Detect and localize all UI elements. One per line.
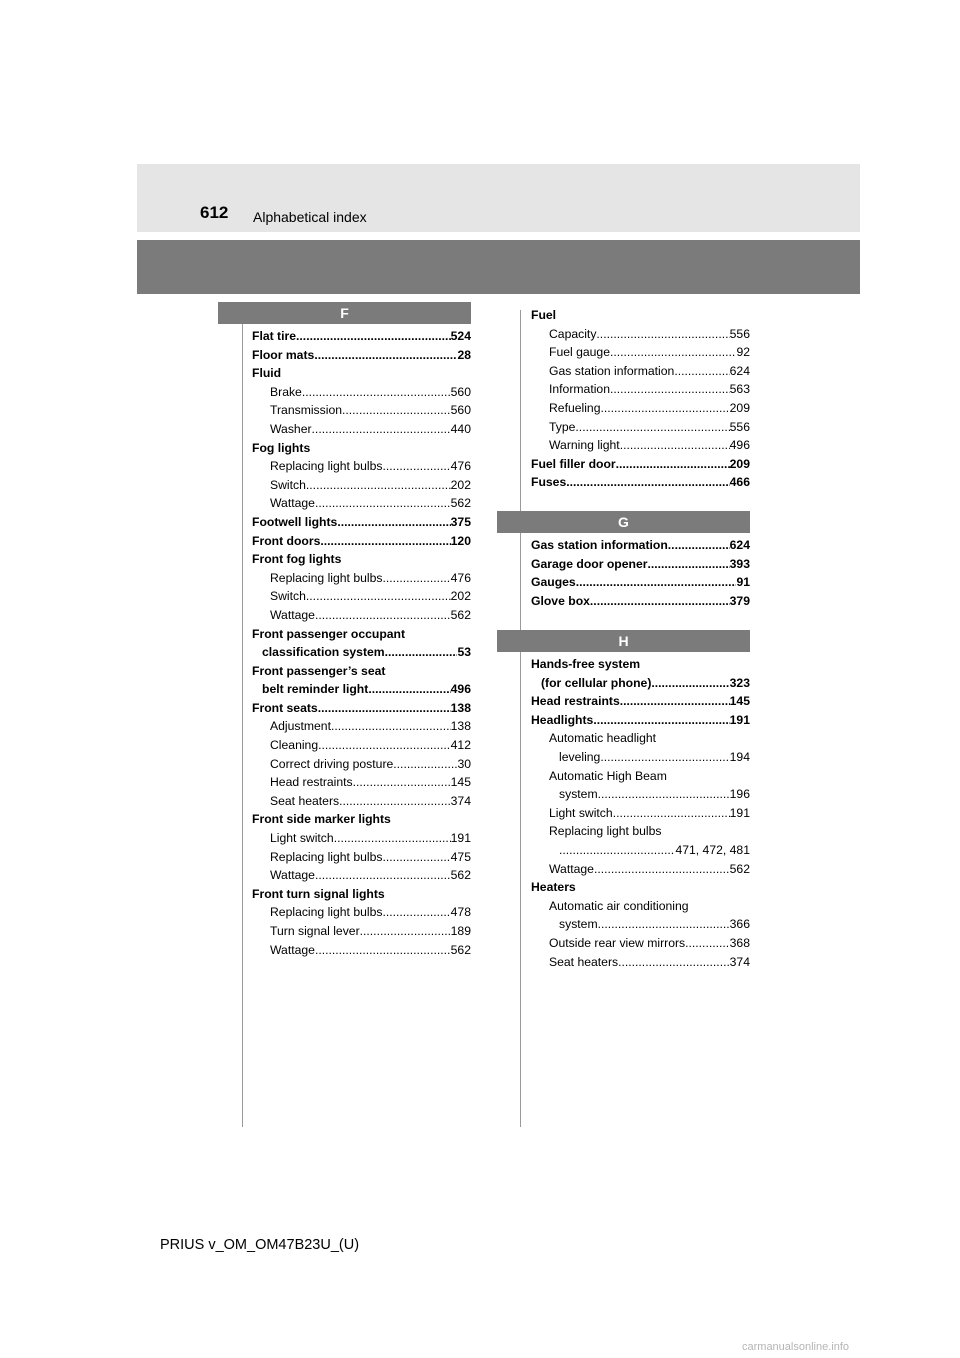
index-line bbox=[252, 587, 471, 606]
page-ref: 194 bbox=[729, 749, 750, 764]
entry-label: Head restraints bbox=[531, 694, 620, 709]
index-line bbox=[252, 532, 471, 551]
leader-dots bbox=[610, 380, 730, 399]
index-line bbox=[252, 401, 471, 420]
leader-dots bbox=[601, 399, 730, 418]
entry-label: Hands-free system bbox=[531, 657, 641, 671]
leader-dots bbox=[315, 606, 451, 625]
header-band bbox=[137, 240, 860, 294]
index-line bbox=[252, 903, 471, 922]
page-ref: 209 bbox=[729, 456, 750, 471]
index-line bbox=[252, 364, 471, 383]
page-ref: 563 bbox=[729, 382, 750, 397]
index-line bbox=[531, 953, 750, 972]
index-line bbox=[252, 606, 471, 625]
index-line bbox=[252, 699, 471, 718]
leader-dots bbox=[353, 773, 451, 792]
index-line bbox=[531, 785, 750, 804]
page-ref: 189 bbox=[450, 924, 471, 938]
entry-label: Gas station information bbox=[549, 363, 675, 378]
page-ref: 366 bbox=[729, 917, 750, 932]
leader-dots bbox=[620, 436, 730, 455]
entry-label: Front passenger occupant bbox=[252, 626, 406, 641]
column-rule-right bbox=[520, 310, 521, 1127]
page-ref: 28 bbox=[457, 347, 471, 362]
index-line bbox=[252, 866, 471, 885]
leader-dots bbox=[576, 573, 737, 592]
entry-label: Refueling bbox=[549, 400, 601, 415]
index-column-right-g bbox=[531, 536, 750, 610]
index-line bbox=[252, 569, 471, 588]
page-ref: 191 bbox=[450, 831, 471, 846]
page-ref: 562 bbox=[450, 607, 471, 622]
entry-label: Front doors bbox=[252, 533, 321, 548]
index-entry bbox=[531, 455, 750, 474]
index-line bbox=[252, 792, 471, 811]
page-ref: 393 bbox=[729, 556, 750, 571]
leader-dots bbox=[647, 555, 729, 574]
index-line bbox=[531, 860, 750, 879]
entry-label: Fog lights bbox=[252, 440, 311, 455]
index-entry bbox=[252, 364, 471, 438]
leader-dots bbox=[331, 717, 451, 736]
entry-label: Front side marker lights bbox=[252, 812, 391, 827]
index-entry bbox=[531, 473, 750, 492]
index-line bbox=[531, 934, 750, 953]
leader-dots bbox=[342, 401, 451, 420]
leader-dots bbox=[598, 915, 730, 934]
index-line bbox=[531, 592, 750, 611]
page-ref: 560 bbox=[450, 384, 471, 399]
page-ref: 138 bbox=[450, 719, 471, 734]
leader-dots bbox=[382, 903, 450, 922]
page-ref: 560 bbox=[450, 403, 471, 418]
index-entry bbox=[252, 885, 471, 959]
page-ref: 412 bbox=[450, 738, 471, 753]
entry-label: system bbox=[559, 917, 598, 932]
page-ref: 624 bbox=[729, 538, 750, 552]
leader-dots bbox=[593, 711, 729, 730]
section-letter: F bbox=[340, 305, 349, 321]
page-ref: 556 bbox=[729, 326, 750, 341]
leader-dots bbox=[668, 536, 730, 555]
index-line bbox=[531, 418, 750, 437]
index-entry bbox=[252, 699, 471, 811]
entry-label: Replacing light bulbs bbox=[270, 459, 383, 474]
section-letter: H bbox=[618, 633, 629, 649]
entry-label: Front turn signal lights bbox=[252, 886, 385, 901]
entry-label: Cleaning bbox=[270, 738, 319, 753]
index-line bbox=[531, 473, 750, 492]
index-entry bbox=[531, 655, 750, 692]
leader-dots bbox=[368, 680, 450, 699]
page-ref: 120 bbox=[450, 533, 471, 548]
index-entry bbox=[531, 711, 750, 878]
index-line bbox=[252, 848, 471, 867]
index-entry bbox=[252, 625, 471, 662]
leader-dots bbox=[559, 841, 675, 860]
leader-dots bbox=[575, 418, 729, 437]
index-line bbox=[252, 680, 471, 699]
index-line bbox=[531, 380, 750, 399]
entry-label: Glove box bbox=[531, 593, 590, 608]
index-line bbox=[531, 455, 750, 474]
entry-label: classification system bbox=[262, 645, 385, 660]
index-column-left bbox=[252, 327, 471, 959]
entry-label: Automatic air conditioning bbox=[549, 898, 689, 913]
entry-label: leveling bbox=[559, 749, 601, 764]
index-entry bbox=[531, 573, 750, 592]
entry-label: Front seats bbox=[252, 700, 318, 715]
entry-label: Automatic headlight bbox=[549, 731, 657, 746]
entry-label: Fuel bbox=[531, 308, 557, 322]
leader-dots bbox=[318, 736, 451, 755]
leader-dots bbox=[590, 592, 730, 611]
leader-dots bbox=[314, 346, 457, 365]
index-entry bbox=[531, 536, 750, 555]
page-ref: 374 bbox=[729, 954, 750, 969]
index-column-right-f bbox=[531, 306, 750, 492]
entry-label: Switch bbox=[270, 589, 306, 604]
entry-label: Warning light bbox=[549, 438, 620, 453]
index-line bbox=[531, 767, 750, 786]
page-ref: 562 bbox=[450, 868, 471, 883]
index-line bbox=[531, 362, 750, 381]
page-ref: 323 bbox=[729, 675, 750, 690]
page-ref: 466 bbox=[729, 475, 750, 490]
index-line bbox=[252, 717, 471, 736]
page-ref: 368 bbox=[729, 935, 750, 950]
page-ref: 475 bbox=[450, 849, 471, 864]
leader-dots bbox=[610, 343, 736, 362]
index-line bbox=[531, 655, 750, 674]
leader-dots bbox=[382, 569, 450, 588]
page-ref: 476 bbox=[450, 459, 471, 474]
entry-label: Headlights bbox=[531, 712, 594, 727]
leader-dots bbox=[616, 455, 730, 474]
index-line bbox=[531, 674, 750, 693]
entry-label: system bbox=[559, 787, 598, 802]
entry-label: Garage door opener bbox=[531, 556, 648, 571]
leader-dots bbox=[318, 699, 451, 718]
index-line bbox=[252, 439, 471, 458]
entry-label: Transmission bbox=[270, 403, 343, 418]
leader-dots bbox=[674, 362, 729, 381]
page-ref: 562 bbox=[450, 496, 471, 511]
entry-label: Seat heaters bbox=[549, 954, 619, 969]
page-ref: 53 bbox=[457, 645, 471, 660]
leader-dots bbox=[315, 494, 451, 513]
leader-dots bbox=[337, 513, 450, 532]
page-header bbox=[137, 164, 860, 232]
index-entry bbox=[531, 306, 750, 455]
page-ref: 524 bbox=[450, 329, 471, 343]
entry-label: Flat tire bbox=[252, 329, 297, 343]
index-line bbox=[252, 494, 471, 513]
index-column-right-h bbox=[531, 655, 750, 971]
leader-dots bbox=[596, 325, 729, 344]
entry-label: Footwell lights bbox=[252, 514, 338, 529]
entry-label: Fuses bbox=[531, 475, 567, 490]
page-ref: 374 bbox=[450, 793, 471, 808]
index-line bbox=[252, 457, 471, 476]
entry-label: Head restraints bbox=[270, 775, 353, 790]
entry-label: Automatic High Beam bbox=[549, 768, 667, 783]
page-ref: 556 bbox=[729, 419, 750, 434]
watermark: carmanualsonline.info bbox=[742, 1341, 850, 1353]
entry-label: Wattage bbox=[270, 496, 315, 511]
index-line bbox=[531, 841, 750, 860]
index-line bbox=[252, 643, 471, 662]
page-ref: 92 bbox=[736, 345, 750, 360]
page-ref: 209 bbox=[729, 400, 750, 415]
entry-label: Light switch bbox=[270, 831, 334, 846]
index-line bbox=[531, 343, 750, 362]
column-rule-left bbox=[242, 305, 243, 1127]
leader-dots bbox=[620, 692, 730, 711]
entry-label: Type bbox=[549, 419, 576, 434]
index-line bbox=[531, 804, 750, 823]
index-line bbox=[252, 550, 471, 569]
leader-dots bbox=[315, 941, 451, 960]
index-line bbox=[531, 729, 750, 748]
page-ref: 191 bbox=[729, 805, 750, 820]
page-ref: 379 bbox=[729, 593, 750, 608]
page-ref: 191 bbox=[729, 712, 750, 727]
index-entry bbox=[531, 592, 750, 611]
page-ref: 624 bbox=[729, 363, 750, 378]
entry-label: Gauges bbox=[531, 575, 576, 590]
page-ref: 30 bbox=[457, 756, 471, 771]
index-line bbox=[531, 878, 750, 897]
entry-label: Wattage bbox=[270, 607, 315, 622]
leader-dots bbox=[360, 922, 451, 941]
index-entry bbox=[252, 513, 471, 532]
entry-label: Gas station information bbox=[531, 538, 668, 552]
index-line bbox=[252, 625, 471, 644]
leader-dots bbox=[306, 476, 451, 495]
index-line bbox=[252, 922, 471, 941]
index-entry bbox=[531, 878, 750, 971]
entry-label: Turn signal lever bbox=[270, 924, 360, 938]
leader-dots bbox=[594, 860, 730, 879]
index-entry bbox=[252, 662, 471, 699]
entry-label: Seat heaters bbox=[270, 793, 340, 808]
page-ref: 496 bbox=[729, 438, 750, 453]
index-entry bbox=[252, 346, 471, 365]
page-ref: 145 bbox=[729, 694, 750, 709]
page-ref: 145 bbox=[450, 775, 471, 790]
index-line bbox=[252, 327, 471, 346]
entry-label: Wattage bbox=[270, 942, 315, 957]
page-ref: 375 bbox=[450, 514, 471, 529]
entry-label: Adjustment bbox=[270, 719, 331, 734]
page-ref: 471, 472, 481 bbox=[675, 842, 750, 857]
page-ref: 496 bbox=[450, 682, 471, 697]
index-line bbox=[252, 662, 471, 681]
leader-dots bbox=[302, 383, 451, 402]
section-header-f bbox=[218, 302, 471, 324]
index-line bbox=[252, 736, 471, 755]
page-ref: 478 bbox=[450, 905, 471, 920]
index-line bbox=[531, 692, 750, 711]
leader-dots bbox=[393, 755, 457, 774]
leader-dots bbox=[566, 473, 729, 492]
section-header-g bbox=[497, 511, 750, 533]
section-header-h bbox=[497, 630, 750, 652]
index-line bbox=[531, 325, 750, 344]
page-number: 612 bbox=[200, 203, 229, 222]
index-line bbox=[252, 513, 471, 532]
leader-dots bbox=[618, 953, 730, 972]
index-line bbox=[531, 436, 750, 455]
section-letter: G bbox=[618, 514, 629, 530]
index-entry bbox=[252, 327, 471, 346]
page-ref: 562 bbox=[450, 942, 471, 957]
entry-label: Replacing light bulbs bbox=[549, 824, 662, 839]
entry-label: Replacing light bulbs bbox=[270, 570, 383, 585]
index-line bbox=[252, 346, 471, 365]
index-entry bbox=[252, 810, 471, 884]
index-line bbox=[531, 822, 750, 841]
entry-label: Heaters bbox=[531, 880, 576, 895]
page-ref: 440 bbox=[450, 421, 471, 436]
entry-label: Floor mats bbox=[252, 347, 315, 362]
index-line bbox=[531, 915, 750, 934]
page-ref: 138 bbox=[450, 700, 471, 715]
leader-dots bbox=[296, 327, 451, 346]
index-entry bbox=[252, 532, 471, 551]
entry-label: Brake bbox=[270, 384, 302, 399]
leader-dots bbox=[320, 532, 450, 551]
index-line bbox=[531, 536, 750, 555]
index-entry bbox=[531, 555, 750, 574]
entry-label: Fuel gauge bbox=[549, 345, 610, 360]
entry-label: Capacity bbox=[549, 326, 597, 341]
index-line bbox=[252, 755, 471, 774]
leader-dots bbox=[339, 792, 451, 811]
leader-dots bbox=[306, 587, 451, 606]
page-ref: 91 bbox=[736, 575, 750, 590]
index-line bbox=[531, 306, 750, 325]
leader-dots bbox=[382, 457, 450, 476]
index-entry bbox=[531, 692, 750, 711]
index-line bbox=[531, 399, 750, 418]
page-title: Alphabetical index bbox=[253, 209, 367, 225]
page-ref: 202 bbox=[450, 589, 471, 604]
entry-label: Front passenger’s seat bbox=[252, 663, 386, 678]
leader-dots bbox=[315, 866, 451, 885]
entry-label: Information bbox=[549, 382, 610, 397]
entry-label: Wattage bbox=[270, 868, 315, 883]
entry-label: Wattage bbox=[549, 861, 594, 876]
index-line bbox=[531, 897, 750, 916]
index-line bbox=[531, 555, 750, 574]
index-line bbox=[531, 573, 750, 592]
index-line bbox=[252, 941, 471, 960]
entry-label: Fuel filler door bbox=[531, 456, 616, 471]
entry-label: Outside rear view mirrors bbox=[549, 935, 686, 950]
entry-label: Replacing light bulbs bbox=[270, 905, 383, 920]
page-ref: 202 bbox=[450, 477, 471, 492]
index-entry bbox=[252, 439, 471, 513]
page-ref: 476 bbox=[450, 570, 471, 585]
leader-dots bbox=[600, 748, 729, 767]
index-line bbox=[252, 773, 471, 792]
page-ref: 196 bbox=[729, 787, 750, 802]
leader-dots bbox=[312, 420, 451, 439]
index-line bbox=[252, 885, 471, 904]
leader-dots bbox=[334, 829, 451, 848]
leader-dots bbox=[385, 643, 458, 662]
entry-label: Light switch bbox=[549, 805, 613, 820]
leader-dots bbox=[613, 804, 730, 823]
leader-dots bbox=[651, 674, 729, 693]
entry-label: Replacing light bulbs bbox=[270, 849, 383, 864]
entry-label: (for cellular phone) bbox=[541, 675, 652, 690]
entry-label: Washer bbox=[270, 421, 312, 436]
document-code: PRIUS v_OM_OM47B23U_(U) bbox=[160, 1237, 360, 1253]
leader-dots bbox=[685, 934, 730, 953]
entry-label: Switch bbox=[270, 477, 306, 492]
entry-label: belt reminder light bbox=[262, 682, 369, 697]
leader-dots bbox=[382, 848, 450, 867]
index-entry bbox=[252, 550, 471, 624]
entry-label: Front fog lights bbox=[252, 552, 342, 567]
index-line bbox=[252, 476, 471, 495]
page-ref: 562 bbox=[729, 861, 750, 876]
index-line bbox=[252, 829, 471, 848]
index-line bbox=[252, 383, 471, 402]
index-line bbox=[531, 748, 750, 767]
leader-dots bbox=[598, 785, 730, 804]
entry-label: Fluid bbox=[252, 366, 282, 381]
index-line bbox=[252, 810, 471, 829]
index-line bbox=[252, 420, 471, 439]
entry-label: Correct driving posture bbox=[270, 756, 394, 771]
index-line bbox=[531, 711, 750, 730]
